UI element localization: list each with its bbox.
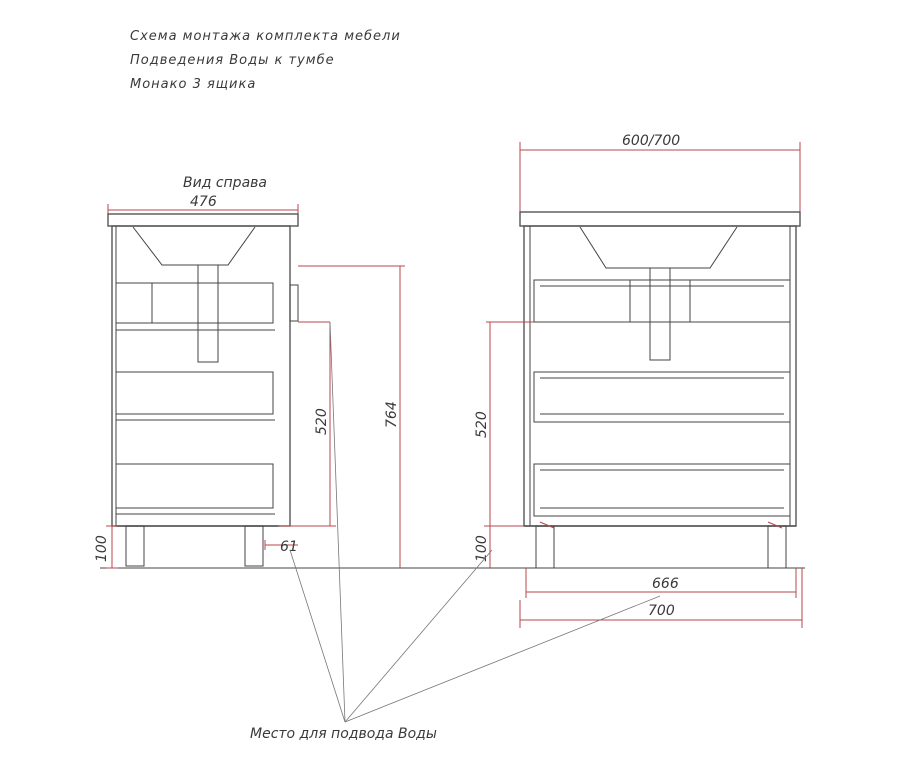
side-siphon [198,265,218,362]
side-drawer-1 [116,283,273,323]
front-siphon [650,268,670,360]
front-view [474,133,802,628]
title-line-2: Подведения Воды к тумбе [130,53,335,68]
side-leg-height: 100 [94,535,110,562]
front-top-width: 600/700 [622,133,681,149]
side-leg-back [245,526,263,566]
side-handle [290,285,298,321]
side-countertop [108,214,298,226]
front-countertop [520,212,800,226]
front-leg-right [768,526,786,568]
front-cabinet-body [524,226,796,526]
side-total-height: 764 [384,401,400,428]
depth-value: 476 [190,194,217,210]
front-pipe-height: 520 [474,411,490,438]
side-cabinet-body [112,226,290,526]
side-view-label: Вид справа [183,175,267,191]
title-line-1: Схема монтажа комплекта мебели [130,29,401,44]
water-supply-label: Место для подвода Воды [250,726,437,742]
side-leg-front [126,526,144,566]
side-offset-value: 61 [280,539,298,555]
front-total-width: 700 [648,603,675,619]
front-sink-basin [580,227,737,268]
front-leg-height: 100 [474,535,490,562]
front-leg-left [536,526,554,568]
side-drawer-3 [116,464,273,508]
side-drawer-2 [116,372,273,414]
side-sink-basin [133,227,255,265]
side-pipe-height: 520 [314,408,330,435]
water-leader-lines [290,322,660,722]
title-line-3: Монако 3 ящика [130,77,257,92]
front-inner-width: 666 [652,576,679,592]
